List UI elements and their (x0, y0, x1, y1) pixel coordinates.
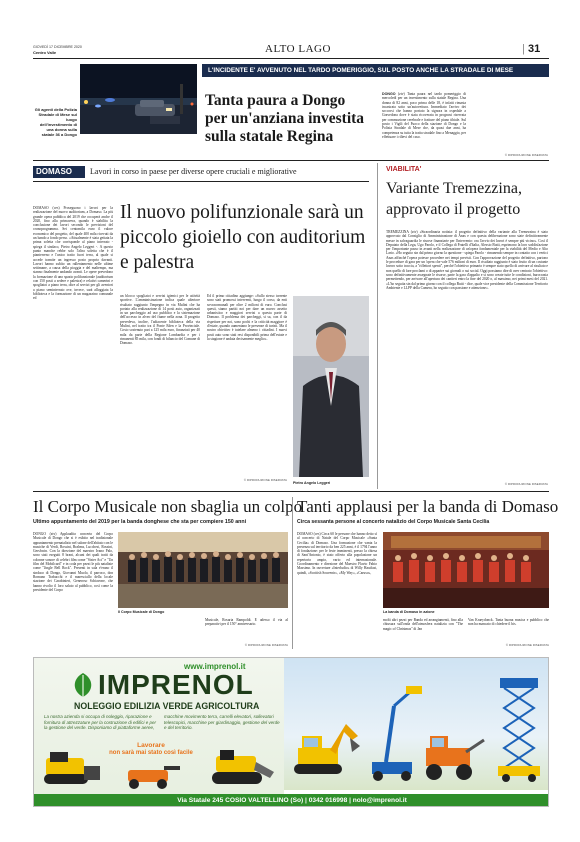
tanti-col3: Van Kraeydonck. Tanta buona musica e pubblico che non ha mancato di chiedere il bis. (468, 618, 549, 627)
ad-brand-text: IMPRENOL (98, 669, 254, 700)
viabilita-headline: Variante Tremezzina, approvato il progetto (386, 180, 522, 218)
imprenol-ad[interactable] (33, 657, 549, 807)
ad-footer[interactable]: Via Statale 245 COSIO VALTELLINO (So) | 0342 016998 | nolo@imprenol.it (34, 794, 549, 807)
tanti-photo-caption: La banda di Domaso in azione (383, 610, 435, 614)
machine-aerial-lift (364, 686, 424, 787)
domaso-kicker: DOMASO (33, 166, 85, 178)
article1-copyright: © RIPRODUZIONE RISERVATA (504, 153, 548, 157)
tanti-col2: molti altri pezzi per Banda ed arrangiamenti, fino alla chiusura sull'onda dell'atmosfera natalizia con "The magic of Christmas" di Jan (383, 618, 463, 631)
bottom-divider (292, 497, 293, 649)
domaso-col1: DOMASO (ces) Proseguono i lavori per la realizzazione del nuovo auditorium, a Domaso. La più grande opera pubblica del 2019 che occuperà anche il 2020, fino alla primavera, quando è stabilita la conclusione dei lavori secondo le previsioni del cronoprogramma. Sei centomila euro il valore economico del progetto, del quale 400 mila ricevuti da un bando a fondo perso. «Attualmente è stata gettata la prima soletta che corrisponde al piano interrato - spiega il sindaco, Pietro Angelo Leggeri -. A questo punto manche rebbe solo l'altra soletta che è il pianterreno e l'unico tratto fuori terra, al quale si accede tramite un ingresso posto proprio davanti. Lavori hanno subìto un rallentamento nelle ultime settimane, a causa della pioggia e del maltempo, ma stanno finalmente andando avanti. Le opere prevedono la formazione di uno spazio polifunzionale (auditorium con 150 posti a sedere e palestra) e relativi camerini e spogliatoi a piano terra, oltre al servizi per gli aventori a piano seminterrato ove, invece, sarà alloggiata la biblioteca e la formazione di un magazzino comunale ed (33, 206, 113, 301)
page-number-separator: | (522, 43, 525, 55)
article1-rule (33, 160, 549, 161)
article1-body (382, 92, 466, 139)
tanti-copyright: © RIPRODUZIONE RISERVATA (505, 643, 549, 647)
corpo-photo (118, 532, 288, 608)
ad-url[interactable]: www.imprenol.it (184, 662, 246, 671)
header-section: ALTO LAGO (265, 43, 331, 55)
tanti-col1: DOMASO (ces) Circa 60 le persone che hanno detto sì al concerto di Natale del Corpo Musicale «Santa Cecilia» di Domaso. Una formazione che vanta la presenza sul territorio da ben 225 anni, è il 1794 l'anno di fondazione: per le feste imminenti, presso la chiesa di Sant'Antonio, è stato offerto alla popolazione un repertorio ampio, vario ed internazionale. Coordinamento e direzione del Maestro Flavio Fabio Massimo. In ouverture «Interludio» di Willy Hautfast, quindi, «Scottish Souvenir», «My Way», «Caruso», (297, 532, 377, 575)
mayor-photo-caption: Pietro Angelo Leggeri (293, 481, 331, 485)
machine-scissor-lift (494, 678, 544, 787)
ad-left-text: La nostra azienda si occupa di noleggio, riparazione e fornitura di attrezzature per la costruzione di edifici e per la gestione del verde. Disponiamo di piattaforme aeree, (44, 714, 157, 731)
ad-right-text: macchine movimento terra, carrelli elevatori, sollevatori telescopici, macchine per giardinaggio, gestione del verde e del territorio. (164, 714, 280, 731)
domaso-headline: Il nuovo polifunzionale sarà un piccolo gioiello con auditorium e palestra (120, 202, 366, 273)
header-rule (33, 58, 549, 59)
article1-text: (ztv) Tanta paura nel tardo pomeriggio di mercoledì per un investimento sulla statale Regina. Una donna di 82 anni, poco prima delle 18, è infatti rimasta incastrata sotto un'autovettura. Immediato l'arrivo dei soccorsi che hanno portato la signora in ospedale a Gravedona dove è stata ricoverata in prognosi riservata per commozione cerebrale e fratture del piano tibiale. Sul posto i Vigili del Fuoco della stazione di Dongo e la Polizia Stradale di Mese che, da quasi due anni, ha competenza su tutta la tratta stradale fino a Menaggio, per effettuare i rilievi del caso. (382, 92, 466, 139)
domaso-copyright: © RIPRODUZIONE RISERVATA (243, 478, 287, 482)
ad-slogan-1: Lavorare (137, 742, 165, 749)
machine-mower (124, 762, 184, 795)
ad-brand (98, 670, 254, 700)
corpo-photo-caption: Il Corpo Musicale di Dongo (118, 610, 165, 614)
domaso-col2: un blocco spogliatoi e servizi igienici per le attività sportive. L'amministrazione indica quale ulteriore risultato raggiunto l'impegno in via Mulini che ha portato alla realizzazione di 14 posti auto, organizzati in un parcheggio ad uso pubblico e la sistemazione dell'accesso in alveo del fiume nella zona. Il progetto prevedeva, inoltre, l'adiacente biblioteca della via Mulini, nel tratto tra il Ponte Eden e la Provinciale. Costo sostenuto pari a 125 mila euro, finanziati per 40 mila da parte della Regione Lombardia e per i rimanenti 85 mila, con fondi di bilancio del Comune di Domaso. (120, 294, 200, 346)
viabilita-kicker: VIABILITA' (386, 166, 422, 173)
machine-crawler (210, 748, 276, 793)
tanti-photo (383, 532, 549, 608)
viabilita-body: TREMEZZINA (ztv) «Straordinaria notizia: il progetto definitivo della variante alla Tremezzina è stato approvato dal Consiglio di Amministrazione di Anas e con questa deliberazione sono state definitivamente messe in salvaguardia le risorse finanziarie per l'intervento: ora l'avvio dei lavori è sempre più vicino». Così il Deputato della Lega, Ugo Parolo, e il Collega di Fratelli d'Italia, Alessio Butti, esprimono la loro soddisfazione per l'importante passo in avanti nella realizzazione di un'opera fondamentale per la viabilità del Medio e Alto Lario. «Ho seguito sin dal primo giorno la questione - spiega Parolo - rimanendo sempre in contatto con i vertici Anas affinché l'opera potesse procedere nei tempi previsti. Con l'approvazione del progetto definitivo, partono le procedure di gara per un 'opera che vale 576 milioni di euro. Il risultato raggiunto è stato frutto di un costante lavoro sotto traccia, a "riflettori spenti", perché l'obiettivo primario è sempre stato quello di arrivare al risultato e non quello di fare proclami o di apparire sui giornali o sui social. Oggi possiamo dire di aver centrato l'obiettivo: sono definitivamente assegnate le risorse, parte la gara d'appalto e si sono create tutte le condizioni, burocrazia permettendo, per arrivare all'apertura dei cantieri entro la fine del 2020 o, al massimo, nei primi mesi del 2021. «L'ho seguita sin dal primo giorno con il collega Butti - dice, quale vice presidente della Commissione Territorio Ambiente e LLPP della Camera, ho seguito con passione e attenzione». (386, 230, 548, 290)
ad-tagline: NOLEGGIO EDILIZIA VERDE AGRICOLTURA (74, 701, 260, 711)
corpo-col3: Musicale, Rosaria Rampoldi. E adesso il via al preparativi per il 150° anniversario. (205, 618, 288, 627)
tanti-headline: Tanti applausi per la banda di Domaso (297, 497, 559, 516)
ad-slogan-2: non sarà mai stato così facile (109, 750, 193, 756)
page-number: 31 (528, 43, 541, 55)
accident-photo (80, 64, 197, 134)
accident-photo-caption: Gli agenti della Polizia Stradale di Mese sul luogo dell'investimento di una donna sulla statale 36 a Dongo (34, 107, 77, 137)
domaso-col3: Ed il primo cittadino aggiunge: «Sullo stesso torrente sono stati promossi interventi, lungo il corso, da enti sovracomunali per oltre 2 milioni di euro. Conclusi questi, siamo partiti noi per dare un nuovo assetto urbanistico e maggiori servizi a questa parte di Domaso. Il problema dei parcheggi, si sa, con il da rispettare per noi, sono pochi e la criticità maggiore è d'estate, quando aumentano le presenze di turisti. Ma il nostro obiettivo è tutelare almeno i cittadini. I nuovi posti auto sono stati resi disponibili prima dell'estate e la stagione è andata decisamente meglio». (207, 294, 287, 341)
article1-body-col2 (470, 92, 548, 150)
corpo-subtitle: Ultimo appuntamento del 2019 per la banda donghese che sta per compiere 150 anni (33, 519, 247, 525)
article1-headline: Tanta paura a Dongo per un'anziana investita sulla statale Regina (205, 92, 365, 145)
tanti-subtitle: Circa sessanta persone al concerto natalizio del Corpo Musicale Santa Cecilia (297, 519, 490, 525)
machine-mulcher (42, 748, 102, 793)
corpo-copyright: © RIPRODUZIONE RISERVATA (244, 643, 288, 647)
viabilita-copyright: © RIPRODUZIONE RISERVATA (504, 482, 548, 486)
banner-strip: L'INCIDENTE E' AVVENUTO NEL TARDO POMERIGGIO, SUL POSTO ANCHE LA STRADALE DI MESE (202, 64, 549, 77)
domaso-kicker-rule (33, 181, 369, 182)
article1-dateline: DONGO (382, 92, 396, 96)
corpo-col1: DONGO (ztv) Applaudito concerto del Corpo Musicale di Dongo che si è esibito nel tradizionale appuntamento prenatalizio nel salone dell'abitato con le musiche di Verdi, Rossini, Brahms, Lucchesi, Rossini, Gershwin. Con la direzione del maestro Ivano Palo, sono stati eseguiti 8 brani, alcuni dei quali tratti da colonne sonore di celebri film come "Sister Act" e "Un film del Mobilcard" e in coda per pezzi le più natalizie come "Jingle Bell Rock". Presenti in sala e'erano il sindaco di Dongo, Giovanni Muolo, il parroco, don Romano Trabucchi e il maresciallo della locale stazione dei Carabinieri, Generoso Schiavone, che hanno rivolto il loro saluto al pubblico, così come la presidente del Corpo (33, 532, 113, 592)
leaf-icon (70, 671, 96, 704)
column-divider (377, 163, 378, 489)
machine-excavator (292, 706, 362, 783)
domaso-subtitle: Lavori in corso in paese per diverse opere cruciali e migliorative (90, 167, 297, 176)
corpo-headline: Il Corpo Musicale non sbaglia un colpo (33, 497, 303, 516)
header-paper: Centro Valle (33, 50, 57, 55)
middle-rule (33, 491, 549, 492)
mayor-photo (293, 296, 369, 477)
header-date: GIOVEDÌ 17 DICEMBRE 2020 (33, 45, 82, 49)
machine-telehandler (420, 728, 486, 789)
